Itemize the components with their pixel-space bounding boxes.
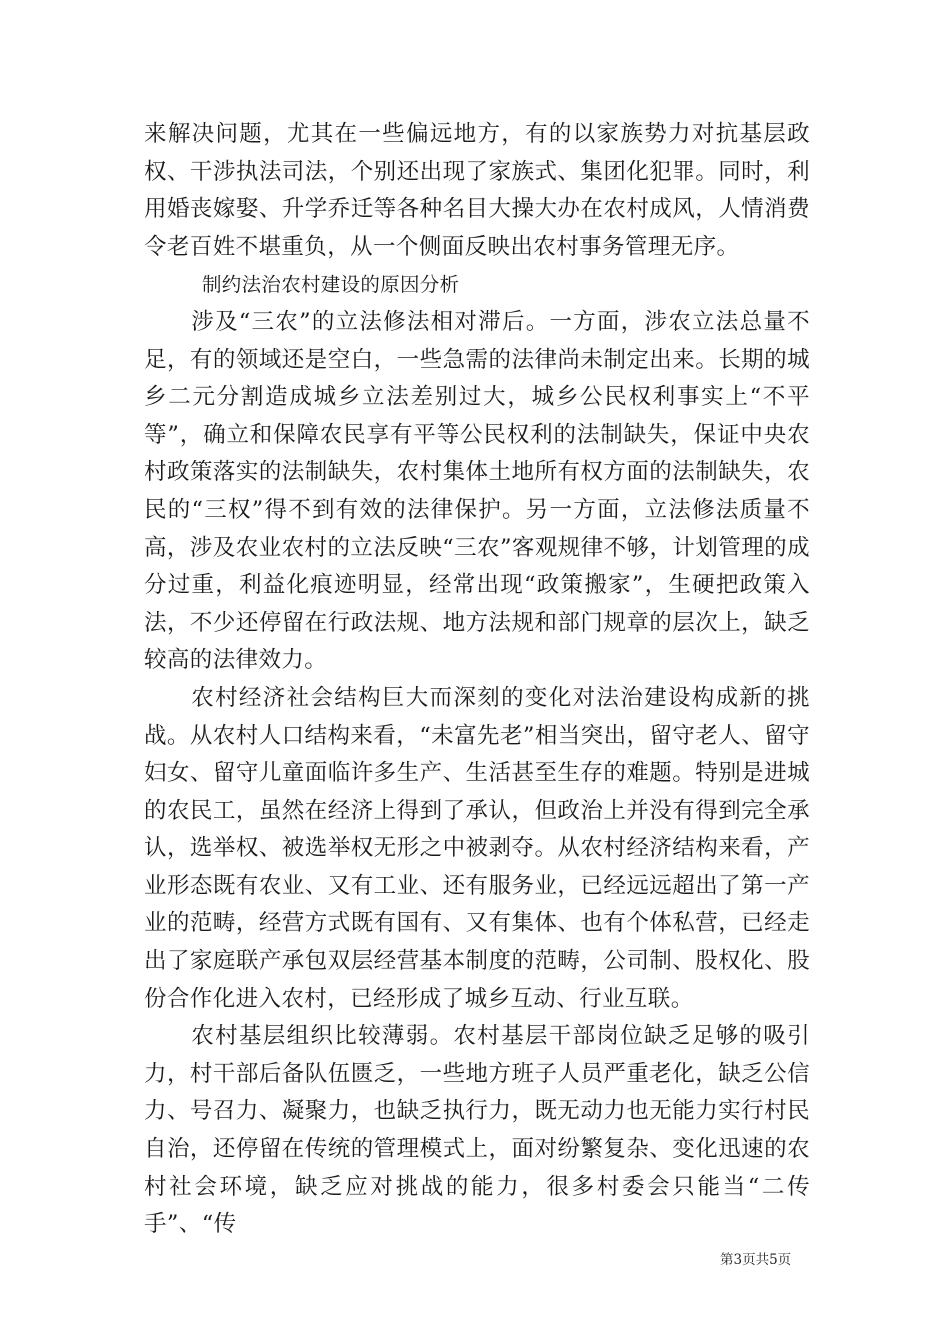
paragraph-legislation: 涉及“三农”的立法修法相对滞后。一方面，涉农立法总量不足，有的领域还是空白，一些急需的法律尚未制定出来。长期的城乡二元分割造成城乡立法差别过大，城乡公民权利事实上“不平等”，确立和保障农民享有平等公民权利的法制缺失，保证中央农村政策落实的法制缺失，农村集体土地所有权方面的法制缺失，农民的“三权”得不到有效的法律保护。另一方面，立法修法质量不高，涉及农业农村的立法反映“三农”客观规律不够，计划管理的成分过重，利益化痕迹明显，经常出现“政策搬家”，生硬把政策入法，不少还停留在行政法规、地方法规和部门规章的层次上，缺乏较高的法律效力。 [144, 308, 810, 674]
page-number: 第3页共5页 [720, 1252, 792, 1268]
document-body [144, 116, 810, 1244]
section-heading: 制约法治农村建设的原因分析 [202, 273, 460, 297]
paragraph-continued: 来解决问题，尤其在一些偏远地方，有的以家族势力对抗基层政权、干涉执法司法，个别还出现了家族式、集团化犯罪。同时，利用婚丧嫁娶、升学乔迁等各种名目大操大办在农村成风，人情消费令老百姓不堪重负，从一个侧面反映出农村事务管理无序。 [144, 121, 810, 260]
paragraph-structure-change: 农村经济社会结构巨大而深刻的变化对法治建设构成新的挑战。从农村人口结构来看，“未富先老”相当突出，留守老人、留守妇女、留守儿童面临许多生产、生活甚至生存的难题。特别是进城的农民工，虽然在经济上得到了承认，但政治上并没有得到完全承认，选举权、被选举权无形之中被剥夺。从农村经济结构来看，产业形态既有农业、又有工业、还有服务业，已经远远超出了第一产业的范畴，经营方式既有国有、又有集体、也有个体私营，已经走出了家庭联产承包双层经营基本制度的范畴，公司制、股权化、股份合作化进入农村，已经形成了城乡互动、行业互联。 [144, 684, 810, 1012]
paragraph-grassroots: 农村基层组织比较薄弱。农村基层干部岗位缺乏足够的吸引力，村干部后备队伍匮乏，一些地方班子人员严重老化，缺乏公信力、号召力、凝聚力，也缺乏执行力，既无动力也无能力实行村民自治，还停留在传统的管理模式上，面对纷繁复杂、变化迅速的农村社会环境，缺乏应对挑战的能力，很多村委会只能当“二传手”、“传 [144, 1023, 810, 1238]
